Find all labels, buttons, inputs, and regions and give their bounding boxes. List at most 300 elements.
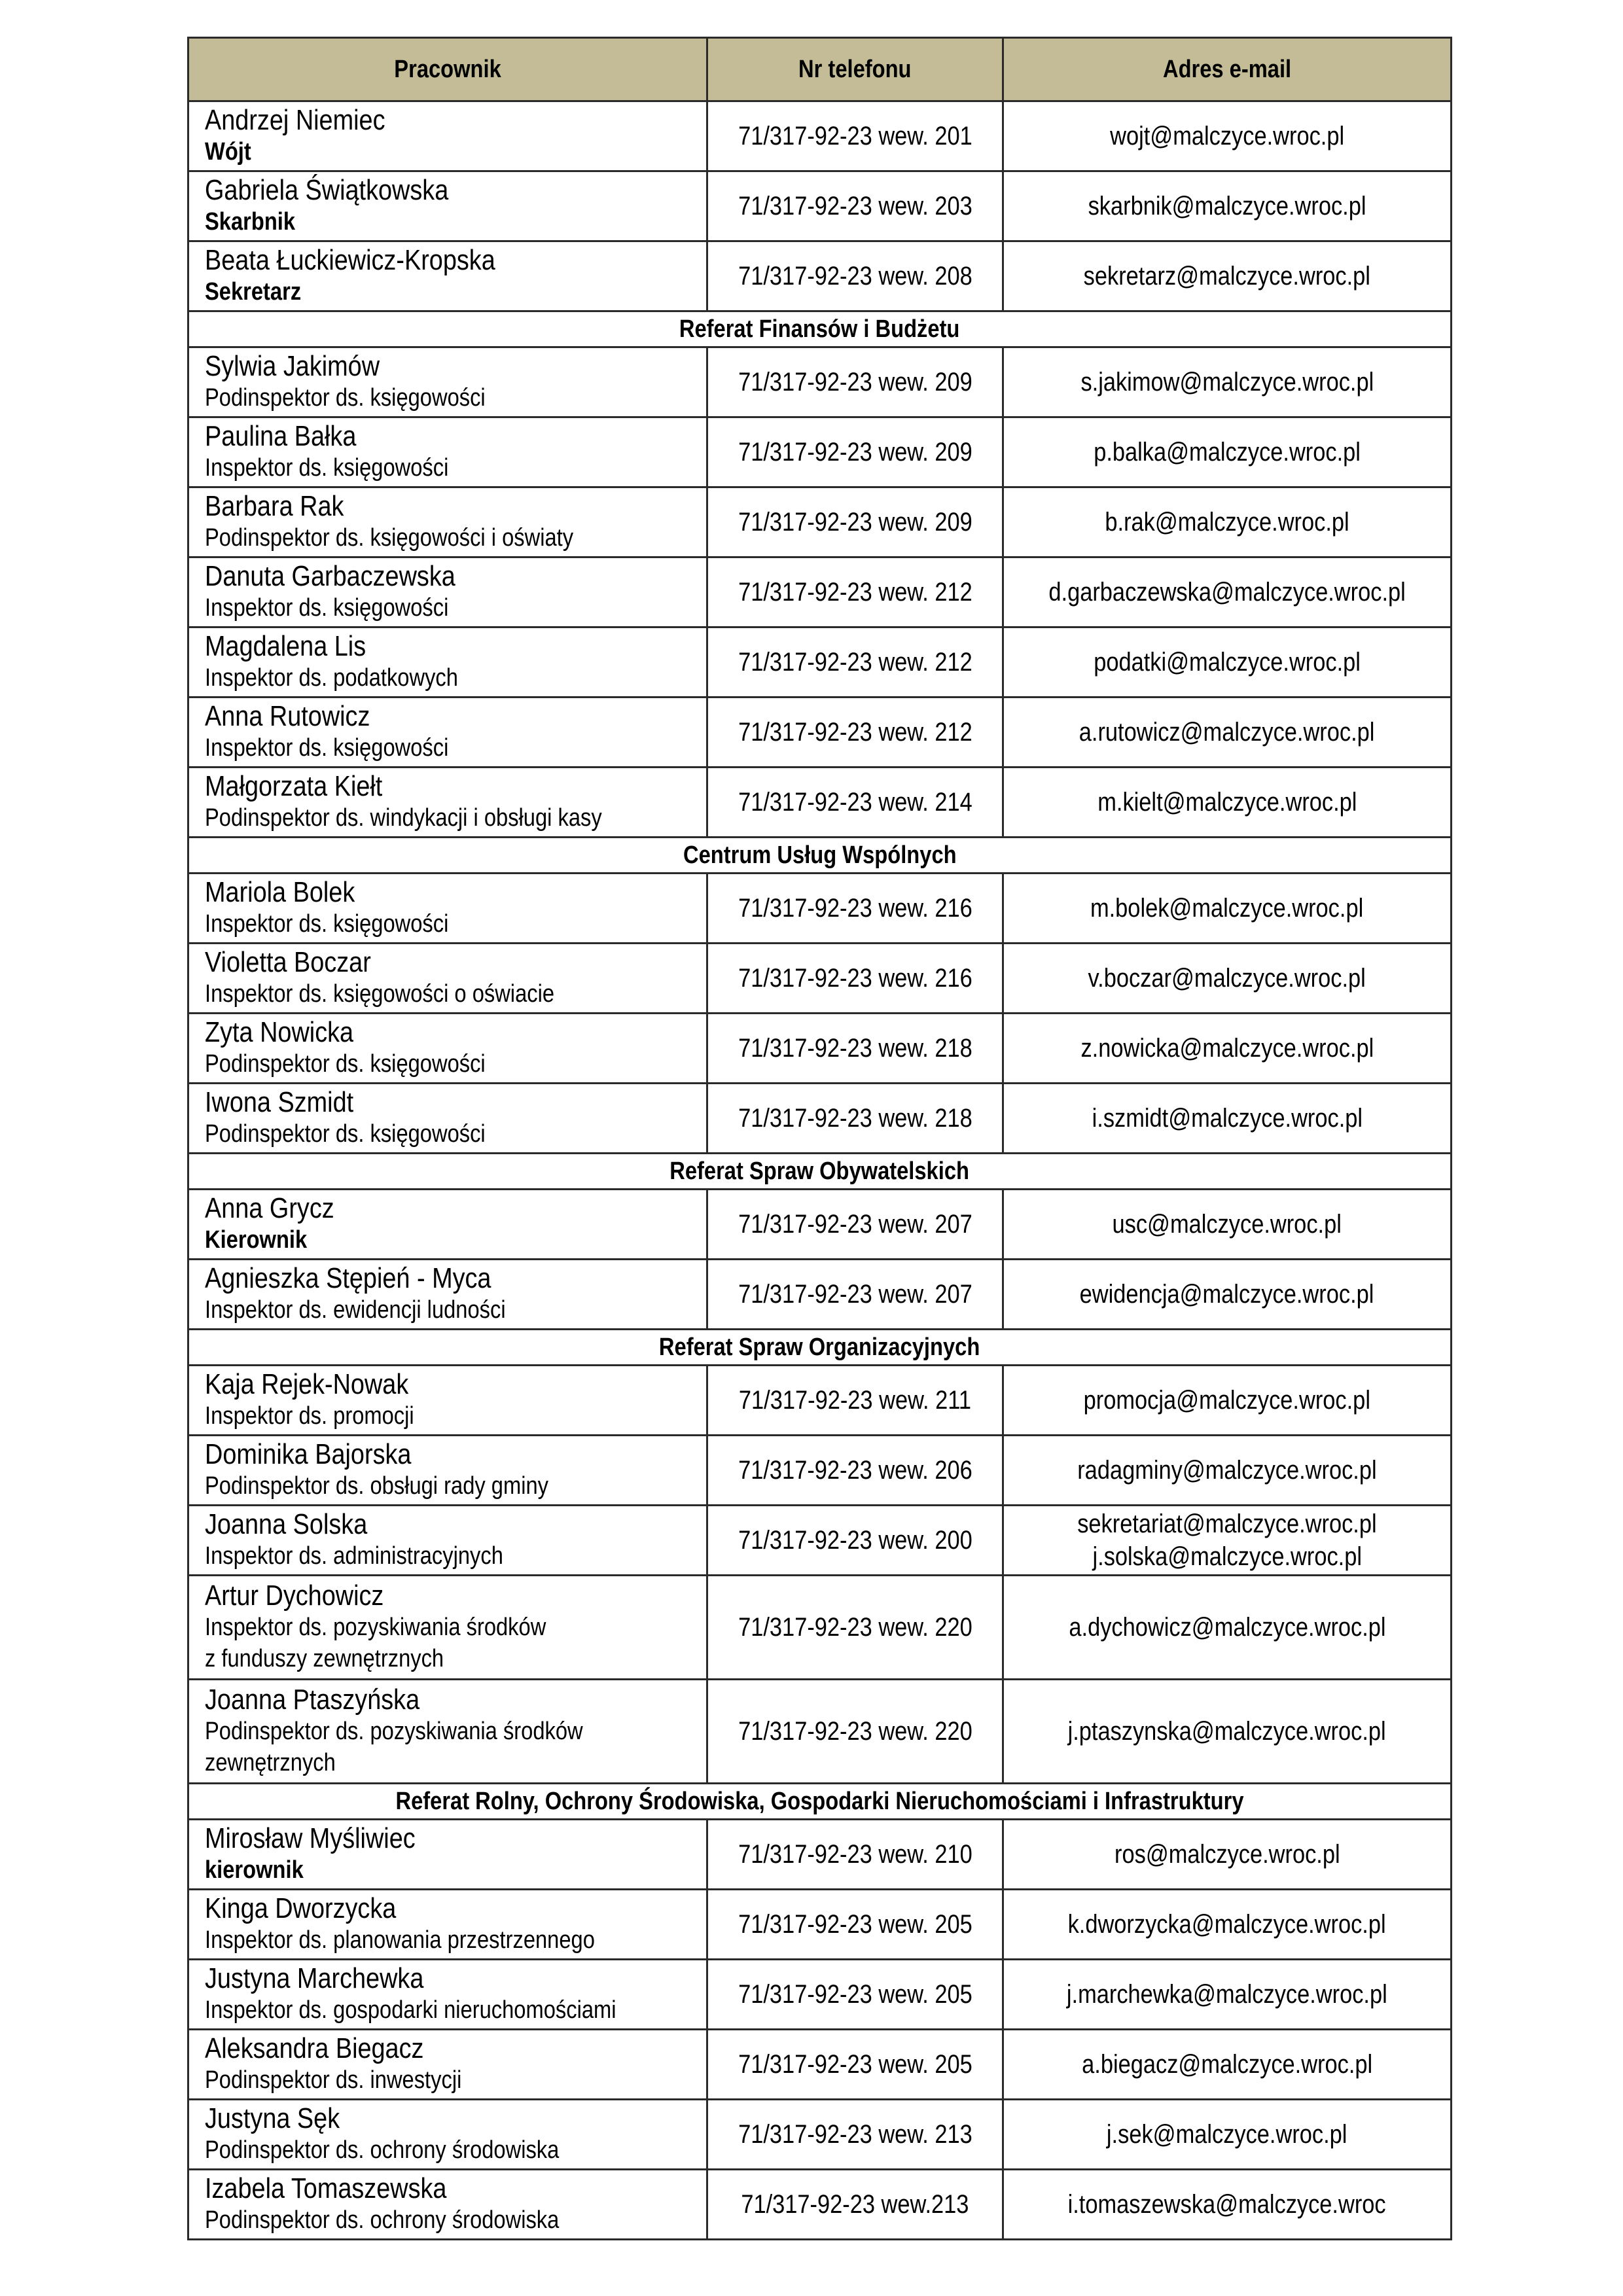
employee-cell [188, 1820, 707, 1890]
email-line [1004, 892, 1450, 925]
employee-name-text: Aleksandra Biegacz [205, 2032, 424, 2064]
employee-name-text: Justyna Marchewka [205, 1962, 424, 1994]
table-row [188, 698, 1452, 768]
phone-number: 71/317-92-23 wew. 208 [738, 261, 972, 291]
table-row [188, 1260, 1452, 1330]
table-row [188, 944, 1452, 1014]
email-line [1004, 190, 1450, 222]
employee-cell [188, 171, 707, 241]
employee-cell [188, 698, 707, 768]
email-line [1004, 1978, 1450, 2011]
email-address[interactable]: i.szmidt@malczyce.wroc.pl [1092, 1104, 1363, 1133]
table-row [188, 1680, 1452, 1784]
employee-name [205, 2103, 706, 2134]
phone-cell [707, 1366, 1003, 1436]
table-row [188, 1190, 1452, 1260]
table-header [188, 38, 1452, 101]
phone-cell [707, 241, 1003, 311]
email-cell [1003, 1506, 1452, 1576]
employee-role [205, 382, 706, 414]
email-line [1004, 2188, 1450, 2221]
phone-cell [707, 2030, 1003, 2100]
phone-number: 71/317-92-23 wew. 210 [738, 1839, 972, 1869]
employee-name [205, 2033, 706, 2064]
phone-cell [707, 1576, 1003, 1680]
section-row [188, 1330, 1452, 1366]
employee-role [205, 908, 706, 940]
email-address[interactable]: a.biegacz@malczyce.wroc.pl [1081, 2050, 1373, 2079]
table-row [188, 417, 1452, 487]
employee-cell [188, 2170, 707, 2240]
employee-cell [188, 417, 707, 487]
phone-number: 71/317-92-23 wew. 211 [738, 1385, 972, 1415]
phone-cell [707, 1436, 1003, 1506]
email-address[interactable]: d.garbaczewska@malczyce.wroc.pl [1048, 578, 1406, 607]
contacts-table [187, 37, 1452, 2240]
employee-role [205, 732, 706, 764]
employee-role [205, 1747, 706, 1778]
table-row [188, 557, 1452, 627]
employee-role-text: Inspektor ds. ewidencji ludności [205, 1296, 506, 1324]
employee-role-text: Podinspektor ds. księgowości i oświaty [205, 524, 574, 552]
email-line [1004, 1908, 1450, 1941]
email-cell [1003, 2030, 1452, 2100]
phone-number: 71/317-92-23 wew. 216 [738, 893, 972, 923]
phone-number: 71/317-92-23 wew. 213 [738, 2119, 972, 2149]
section-row [188, 838, 1452, 874]
phone-number: 71/317-92-23 wew. 218 [738, 1103, 972, 1133]
employee-name [205, 1580, 706, 1612]
table-row [188, 2030, 1452, 2100]
phone-cell [707, 1260, 1003, 1330]
employee-cell [188, 1576, 707, 1680]
section-row [188, 1784, 1452, 1820]
table-row [188, 1960, 1452, 2030]
email-address[interactable]: a.dychowicz@malczyce.wroc.pl [1068, 1613, 1386, 1642]
employee-cell [188, 944, 707, 1014]
email-address[interactable]: wojt@malczyce.wroc.pl [1110, 122, 1344, 150]
employee-role [205, 1716, 706, 1747]
employee-role [205, 978, 706, 1010]
phone-cell [707, 1890, 1003, 1960]
phone-number: 71/317-92-23 wew. 205 [738, 2049, 972, 2079]
employee-role [205, 1540, 706, 1572]
section-title: Centrum Usług Wspólnych [683, 841, 957, 869]
employee-name [205, 1193, 706, 1224]
email-address[interactable]: radagminy@malczyce.wroc.pl [1077, 1456, 1377, 1485]
email-cell [1003, 1084, 1452, 1154]
employee-role-text: Inspektor ds. księgowości [205, 910, 449, 938]
phone-number: 71/317-92-23 wew. 207 [738, 1209, 972, 1239]
email-line [1004, 1384, 1450, 1417]
employee-role-text: Inspektor ds. księgowości [205, 734, 449, 762]
email-cell [1003, 2100, 1452, 2170]
email-cell [1003, 241, 1452, 311]
email-cell [1003, 101, 1452, 171]
employee-name-text: Anna Rutowicz [205, 700, 370, 732]
phone-number: 71/317-92-23 wew. 201 [738, 121, 972, 150]
table-row [188, 1576, 1452, 1680]
employee-cell [188, 1190, 707, 1260]
employee-role-text: Podinspektor ds. pozyskiwania środków [205, 1718, 583, 1745]
email-address[interactable]: j.ptaszynska@malczyce.wroc.pl [1067, 1717, 1387, 1746]
email-line [1004, 576, 1450, 609]
email-line [1004, 1454, 1450, 1487]
email-line [1004, 506, 1450, 539]
employee-name-text: Andrzej Niemiec [205, 104, 385, 136]
header-employee [188, 38, 707, 101]
employee-role [205, 136, 706, 168]
phone-cell [707, 347, 1003, 417]
employee-cell [188, 241, 707, 311]
employee-role-text: Podinspektor ds. księgowości [205, 384, 486, 412]
email-line [1004, 962, 1450, 995]
employee-cell [188, 1366, 707, 1436]
employee-role [205, 276, 706, 308]
email-address[interactable]: a.rutowicz@malczyce.wroc.pl [1079, 718, 1375, 747]
email-line [1004, 436, 1450, 468]
employee-role-text: Inspektor ds. księgowości [205, 594, 449, 622]
email-line [1004, 1208, 1450, 1241]
email-cell [1003, 874, 1452, 944]
employee-name [205, 1369, 706, 1400]
email-cell [1003, 1576, 1452, 1680]
employee-role [205, 1118, 706, 1150]
employee-role-text: Podinspektor ds. windykacji i obsługi kasy [205, 804, 602, 832]
employee-name [205, 351, 706, 382]
table-row [188, 1506, 1452, 1576]
employee-role [205, 1048, 706, 1080]
employee-name [205, 2173, 706, 2204]
employee-role [205, 802, 706, 834]
employee-cell [188, 1084, 707, 1154]
section-cell [188, 838, 1452, 874]
employee-name-text: Kinga Dworzycka [205, 1892, 397, 1924]
employee-name [205, 1017, 706, 1048]
employee-name-text: Anna Grycz [205, 1192, 334, 1224]
employee-role-text: Inspektor ds. planowania przestrzennego [205, 1926, 595, 1954]
employee-name-text: Mirosław Myśliwiec [205, 1822, 416, 1854]
phone-cell [707, 1820, 1003, 1890]
employee-role [205, 452, 706, 484]
employee-role-text: Wójt [205, 138, 251, 166]
employee-role [205, 1224, 706, 1256]
section-title: Referat Spraw Obywatelskich [669, 1157, 970, 1185]
email-line [1004, 1278, 1450, 1311]
section-title: Referat Spraw Organizacyjnych [659, 1333, 980, 1361]
email-address[interactable]: p.balka@malczyce.wroc.pl [1094, 438, 1361, 467]
email-line [1004, 2118, 1450, 2151]
email-cell [1003, 1890, 1452, 1960]
email-cell [1003, 627, 1452, 698]
email-address[interactable]: m.kielt@malczyce.wroc.pl [1097, 788, 1357, 817]
employee-name [205, 175, 706, 206]
email-address[interactable]: podatki@malczyce.wroc.pl [1094, 648, 1361, 677]
phone-number: 71/317-92-23 wew. 206 [738, 1455, 972, 1485]
email-address[interactable]: i.tomaszewska@malczyce.wroc [1067, 2190, 1387, 2219]
phone-number: 71/317-92-23 wew. 207 [738, 1279, 972, 1309]
table-row [188, 2170, 1452, 2240]
employee-name [205, 1823, 706, 1854]
employee-cell [188, 487, 707, 557]
employee-name-text: Barbara Rak [205, 490, 344, 522]
email-line [1004, 786, 1450, 819]
employee-role-text: z funduszy zewnętrznych [205, 1645, 444, 1672]
phone-number: 71/317-92-23 wew. 209 [738, 437, 972, 467]
employee-name [205, 491, 706, 522]
section-cell [188, 1784, 1452, 1820]
employee-role-text: Podinspektor ds. inwestycji [205, 2066, 462, 2094]
email-address[interactable]: usc@malczyce.wroc.pl [1112, 1210, 1342, 1239]
phone-cell [707, 2170, 1003, 2240]
employee-name-text: Beata Łuckiewicz-Kropska [205, 244, 495, 276]
phone-number: 71/317-92-23 wew. 203 [738, 191, 972, 221]
employee-cell [188, 557, 707, 627]
email-cell [1003, 487, 1452, 557]
section-row [188, 1154, 1452, 1190]
phone-cell [707, 557, 1003, 627]
email-address[interactable]: promocja@malczyce.wroc.pl [1083, 1386, 1371, 1415]
employee-cell [188, 627, 707, 698]
employee-cell [188, 101, 707, 171]
table-row [188, 768, 1452, 838]
employee-name [205, 1963, 706, 1994]
employee-role-text: Podinspektor ds. księgowości [205, 1120, 486, 1148]
employee-name-text: Dominika Bajorska [205, 1438, 412, 1470]
employee-role [205, 2134, 706, 2166]
email-cell [1003, 1960, 1452, 2030]
header-employee-label: Pracownik [394, 55, 501, 83]
employee-cell [188, 768, 707, 838]
email-address[interactable]: v.boczar@malczyce.wroc.pl [1088, 964, 1366, 993]
employee-name-text: Violetta Boczar [205, 946, 371, 978]
employee-role-text: Inspektor ds. gospodarki nieruchomościami [205, 1996, 616, 2024]
email-cell [1003, 557, 1452, 627]
employee-role-text: Podinspektor ds. ochrony środowiska [205, 2136, 560, 2164]
table-row [188, 1084, 1452, 1154]
employee-role [205, 1470, 706, 1502]
phone-cell [707, 874, 1003, 944]
phone-number: 71/317-92-23 wew. 214 [738, 787, 972, 817]
employee-name [205, 1263, 706, 1294]
header-email [1003, 38, 1452, 101]
employee-cell [188, 1260, 707, 1330]
employee-role [205, 522, 706, 554]
section-title: Referat Finansów i Budżetu [679, 315, 960, 343]
employee-name [205, 1893, 706, 1924]
email-address[interactable]: skarbnik@malczyce.wroc.pl [1088, 192, 1366, 221]
section-cell [188, 311, 1452, 347]
phone-number: 71/317-92-23 wew. 212 [738, 717, 972, 747]
employee-cell [188, 1960, 707, 2030]
email-line [1004, 1540, 1450, 1573]
table-row [188, 1014, 1452, 1084]
email-address[interactable]: j.sek@malczyce.wroc.pl [1107, 2120, 1347, 2149]
email-cell [1003, 698, 1452, 768]
employee-role [205, 1612, 706, 1643]
employee-name [205, 771, 706, 802]
employee-name [205, 1087, 706, 1118]
employee-name [205, 701, 706, 732]
email-address[interactable]: sekretarz@malczyce.wroc.pl [1083, 262, 1371, 291]
employee-role-text: Kierownik [205, 1226, 308, 1254]
email-line [1004, 1102, 1450, 1135]
employee-role-text: Inspektor ds. księgowości [205, 454, 449, 482]
employee-role-text: zewnętrznych [205, 1749, 336, 1776]
section-cell [188, 1154, 1452, 1190]
email-address[interactable]: ewidencja@malczyce.wroc.pl [1080, 1280, 1374, 1309]
employee-cell [188, 874, 707, 944]
table-body [188, 101, 1452, 2240]
phone-cell [707, 417, 1003, 487]
employee-role [205, 1924, 706, 1956]
table-row [188, 1890, 1452, 1960]
employee-role-text: Inspektor ds. administracyjnych [205, 1542, 503, 1570]
email-line [1004, 646, 1450, 679]
employee-name [205, 105, 706, 136]
section-title: Referat Rolny, Ochrony Środowiska, Gospodarki Nieruchomościami i Infrastruktury [395, 1787, 1244, 1815]
employee-name [205, 421, 706, 452]
phone-cell [707, 1014, 1003, 1084]
employee-role-text: Sekretarz [205, 278, 302, 306]
email-cell [1003, 1260, 1452, 1330]
table-row [188, 1366, 1452, 1436]
email-cell [1003, 768, 1452, 838]
phone-cell [707, 487, 1003, 557]
header-phone [707, 38, 1003, 101]
table-row [188, 171, 1452, 241]
phone-cell [707, 698, 1003, 768]
employee-name-text: Joanna Ptaszyńska [205, 1684, 420, 1716]
header-row [188, 38, 1452, 101]
section-cell [188, 1330, 1452, 1366]
email-cell [1003, 347, 1452, 417]
phone-cell [707, 101, 1003, 171]
employee-role [205, 1994, 706, 2026]
employee-name-text: Małgorzata Kiełt [205, 770, 383, 802]
employee-role-text: Skarbnik [205, 208, 296, 236]
employee-cell [188, 2100, 707, 2170]
employee-cell [188, 1506, 707, 1576]
email-address[interactable]: j.solska@malczyce.wroc.pl [1092, 1542, 1362, 1571]
employee-cell [188, 347, 707, 417]
email-address[interactable]: m.bolek@malczyce.wroc.pl [1090, 894, 1364, 923]
employee-name [205, 1439, 706, 1470]
employee-role-text: Podinspektor ds. obsługi rady gminy [205, 1472, 548, 1500]
email-cell [1003, 171, 1452, 241]
employee-role-text: Inspektor ds. promocji [205, 1402, 414, 1430]
email-cell [1003, 944, 1452, 1014]
email-cell [1003, 1190, 1452, 1260]
employee-role-text: Inspektor ds. podatkowych [205, 664, 458, 692]
employee-name [205, 631, 706, 662]
employee-role [205, 1854, 706, 1886]
email-address[interactable]: ros@malczyce.wroc.pl [1114, 1840, 1340, 1869]
employee-name-text: Sylwia Jakimów [205, 350, 380, 382]
email-line [1004, 2048, 1450, 2081]
employee-name-text: Mariola Bolek [205, 876, 355, 908]
table-row [188, 241, 1452, 311]
email-address[interactable]: z.nowicka@malczyce.wroc.pl [1080, 1034, 1374, 1063]
employee-role [205, 1400, 706, 1432]
phone-number: 71/317-92-23 wew. 220 [738, 1612, 972, 1642]
email-cell [1003, 1366, 1452, 1436]
phone-number: 71/317-92-23 wew. 209 [738, 507, 972, 537]
email-line [1004, 716, 1450, 749]
table-row [188, 1436, 1452, 1506]
employee-name [205, 561, 706, 592]
employee-name-text: Paulina Bałka [205, 420, 357, 452]
email-cell [1003, 417, 1452, 487]
email-cell [1003, 1820, 1452, 1890]
phone-cell [707, 171, 1003, 241]
employee-cell [188, 1680, 707, 1784]
table-row [188, 101, 1452, 171]
employee-name-text: Gabriela Świątkowska [205, 174, 449, 206]
employee-name-text: Kaja Rejek-Nowak [205, 1368, 409, 1400]
employee-name-text: Danuta Garbaczewska [205, 560, 455, 592]
email-line [1004, 366, 1450, 398]
employee-name [205, 877, 706, 908]
phone-number: 71/317-92-23 wew. 218 [738, 1033, 972, 1063]
table-row [188, 874, 1452, 944]
email-cell [1003, 1014, 1452, 1084]
email-address[interactable]: k.dworzycka@malczyce.wroc.pl [1067, 1910, 1387, 1939]
email-address[interactable]: sekretariat@malczyce.wroc.pl [1077, 1510, 1377, 1538]
employee-name-text: Justyna Sęk [205, 2102, 340, 2134]
email-address[interactable]: j.marchewka@malczyce.wroc.pl [1067, 1980, 1387, 2009]
employee-name [205, 947, 706, 978]
employee-name [205, 1509, 706, 1540]
employee-name-text: Izabela Tomaszewska [205, 2172, 447, 2204]
employee-cell [188, 1890, 707, 1960]
employee-role [205, 2064, 706, 2096]
employee-name [205, 1684, 706, 1716]
employee-role [205, 662, 706, 694]
employee-name-text: Iwona Szmidt [205, 1086, 354, 1118]
phone-cell [707, 944, 1003, 1014]
email-line [1004, 120, 1450, 152]
email-address[interactable]: s.jakimow@malczyce.wroc.pl [1080, 368, 1374, 397]
phone-cell [707, 1506, 1003, 1576]
employee-role [205, 592, 706, 624]
phone-cell [707, 1680, 1003, 1784]
table-row [188, 347, 1452, 417]
email-line [1004, 1715, 1450, 1748]
email-address[interactable]: b.rak@malczyce.wroc.pl [1105, 508, 1349, 537]
header-email-label: Adres e-mail [1162, 55, 1292, 83]
employee-name-text: Agnieszka Stępień - Myca [205, 1262, 491, 1294]
email-line [1004, 260, 1450, 292]
phone-number: 71/317-92-23 wew. 216 [738, 963, 972, 993]
phone-number: 71/317-92-23 wew. 212 [738, 647, 972, 677]
employee-cell [188, 1014, 707, 1084]
employee-role-text: Inspektor ds. pozyskiwania środków [205, 1614, 546, 1641]
email-line [1004, 1032, 1450, 1065]
employee-name-text: Zyta Nowicka [205, 1016, 354, 1048]
email-cell [1003, 1436, 1452, 1506]
employee-name-text: Artur Dychowicz [205, 1580, 384, 1612]
section-row [188, 311, 1452, 347]
email-line [1004, 1611, 1450, 1644]
employee-role [205, 1294, 706, 1326]
employee-name-text: Joanna Solska [205, 1508, 368, 1540]
phone-cell [707, 627, 1003, 698]
table-row [188, 487, 1452, 557]
employee-role [205, 1643, 706, 1674]
employee-role [205, 206, 706, 238]
employee-name-text: Magdalena Lis [205, 630, 366, 662]
